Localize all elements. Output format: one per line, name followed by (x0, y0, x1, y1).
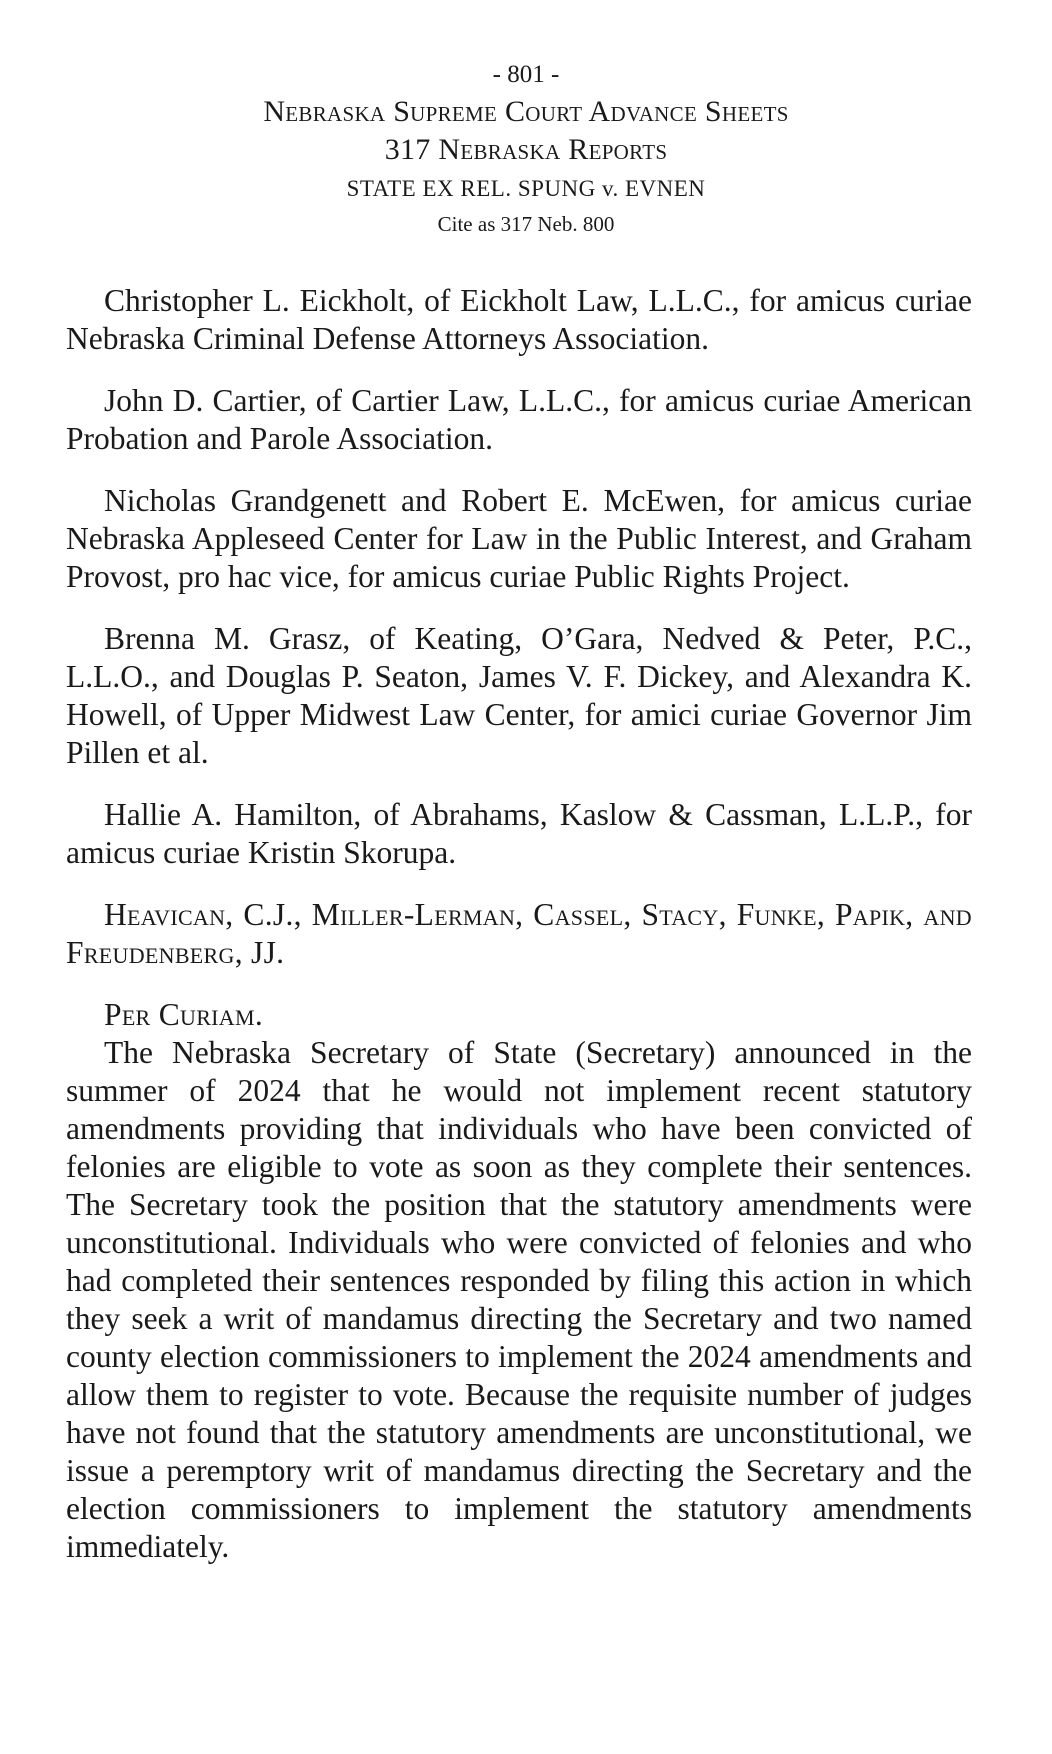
counsel-paragraph: Hallie A. Hamilton, of Abrahams, Kaslow & Cassman, L.L.P., for amicus curiae Kristin Skorupa. (66, 797, 972, 870)
case-name: STATE EX REL. SPUNG v. EVNEN (346, 176, 706, 201)
opinion-heading: Per Curiam. (104, 997, 264, 1032)
counsel-paragraph: Brenna M. Grasz, of Keating, O’Gara, Nedved & Peter, P.C., L.L.O., and Douglas P. Seaton, James V. F. Dickey, and Alexandra K. Howell, of Upper Midwest Law Center, for amici curiae Governor Jim Pillen et al. (66, 621, 972, 770)
judges-line: Heavican, C.J., Miller-Lerman, Cassel, Stacy, Funke, Papik, and Freudenberg, JJ. (66, 897, 972, 970)
opinion-paragraph: The Nebraska Secretary of State (Secretary) announced in the summer of 2024 that he would not implement recent statutory amendments providing that individuals who have been convicted of felonies are eligible to vote as soon as they complete their sentences. The Secretary took the position that the statutory amendments were unconstitutional. Individuals who were convicted of felonies and who had completed their sentences responded by filing this action in which they seek a writ of mandamus directing the Secretary and two named county election commissioners to implement the 2024 amendments and allow them to register to vote. Because the requisite number of judges have not found that the statutory amendments are unconstitutional, we issue a peremptory writ of mandamus directing the Secretary and the election commissioners to implement the statutory amendments immediately. (66, 1035, 972, 1564)
page-body (66, 282, 972, 1566)
counsel-paragraph: John D. Cartier, of Cartier Law, L.L.C., for amicus curiae American Probation and Parole Association. (66, 383, 972, 456)
counsel-paragraph: Christopher L. Eickholt, of Eickholt Law, L.L.C., for amicus curiae Nebraska Criminal Defense Attorneys Association. (66, 283, 972, 356)
publication-title: Nebraska Supreme Court Advance Sheets (263, 95, 789, 128)
citation: Cite as 317 Neb. 800 (437, 212, 615, 236)
page-header (0, 62, 1052, 235)
reports-volume: 317 Nebraska Reports (384, 133, 668, 166)
counsel-paragraph: Nicholas Grandgenett and Robert E. McEwen, for amicus curiae Nebraska Appleseed Center for Law in the Public Interest, and Graham Provost, pro hac vice, for amicus curiae Public Rights Project. (66, 483, 972, 594)
page-number: - 801 - (492, 61, 560, 88)
